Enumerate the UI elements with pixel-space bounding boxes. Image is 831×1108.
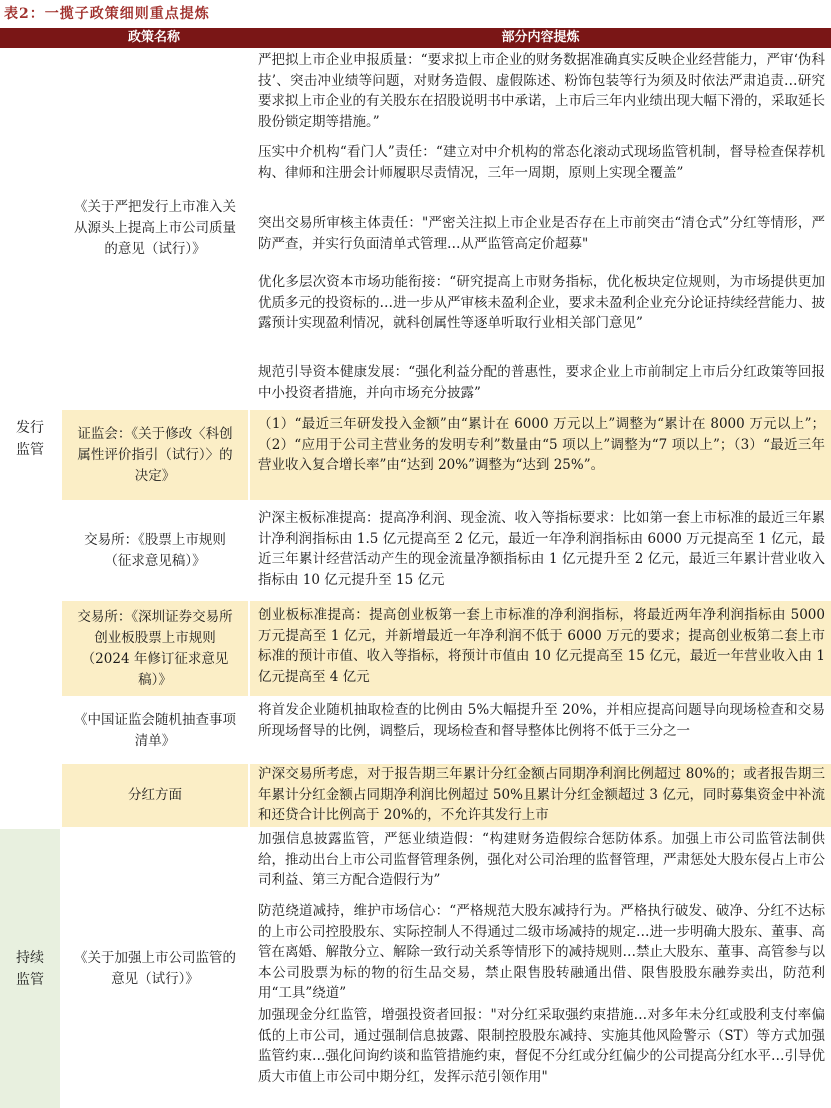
policy-name-dividend: 分红方面 xyxy=(62,764,248,827)
content-paragraph: 将首发企业随机抽取检查的比例由 5%大幅提升至 20%，并相应提高问题导向现场检查和交易所现场督导的比例，调整后，现场检查和督导整体比例将不低于三分之一 xyxy=(258,702,825,739)
content-paragraph: 突出交易所审核主体责任："严密关注拟上市企业是否存在上市前突击“清仓式”分红等情形，严防严查，并实行负面清单式管理…从严监管高定价超募" xyxy=(258,215,825,252)
content-paragraph: 优化多层次资本市场功能衔接：“研究提高上市财务指标，优化板块定位规则，为市场提供更加优质多元的投资标的…进一步从严审核未盈利企业，要求未盈利企业充分论证持续经营能力、披露预计实现盈利情况，就科创属性等逐单听取行业相关部门意见” xyxy=(258,274,825,331)
content-paragraph: 压实中介机构“看门人”责任：“建立对中介机构的常态化滚动式现场监管机制，督导检查保荐机构、律师和注册会计师履职尽责情况，三年一周期，原则上实现全覆盖” xyxy=(258,144,825,181)
category-issuance: 发行监管 xyxy=(16,419,44,458)
policy-content-issuance-quality xyxy=(250,50,831,406)
header-content: 部分内容提炼 xyxy=(501,30,580,45)
policy-content-listing-rules xyxy=(250,504,831,597)
category-ongoing: 持续监管 xyxy=(0,829,60,1108)
policy-name-sci-tech-guideline: 证监会：《关于修改〈科创属性评价指引（试行）〉的决定》 xyxy=(62,410,248,500)
policy-content-sci-tech-guideline xyxy=(250,410,831,500)
content-paragraph: 加强信息披露监管，严惩业绩造假：“构建财务造假综合惩防体系。加强上市公司监管法制供给，推动出台上市公司监督管理条例，强化对公司治理的监督管理，严肃惩处大股东侵占上市公司利益、第三方配合造假行为” xyxy=(258,831,825,888)
content-paragraph: 加强现金分红监管，增强投资者回报："对分红采取强约束措施…对多年未分红或股利支付率偏低的上市公司，通过强制信息披露、限制控股股东减持、实施其他风险警示（ST）等方式加强监管约束…强化问询约谈和监管措施约束，督促不分红或分红偏少的公司提高分红水平…引导优质大市值上市公司中期分红，发挥示范引领作用" xyxy=(258,1007,825,1085)
table-header xyxy=(0,28,831,48)
table-title: 表2：一揽子政策细则重点提炼 xyxy=(4,6,210,22)
content-paragraph: 防范绕道减持，维护市场信心：“严格规范大股东减持行为。严格执行破发、破净、分红不达标的上市公司控股股东、实际控制人不得通过二级市场减持的规定…进一步明确大股东、董事、高管在离婚、解散分立、解除一致行动关系等情形下的减持规则…禁止大股东、董事、高管参与以本公司股票为标的物的衍生品交易，禁止限售股转融通出借、限售股股东融券卖出，防范利用“工具”绕道” xyxy=(258,903,825,1001)
policy-name-chinext-rules: 交易所：《深圳证券交易所创业板股票上市规则（2024 年修订征求意见稿）》 xyxy=(62,601,248,696)
policy-name-issuance-quality: 《关于严把发行上市准入关从源头上提高上市公司质量的意见（试行）》 xyxy=(74,198,236,257)
content-paragraph: 沪深交易所考虑，对于报告期三年累计分红金额占同期净利润比例超过 80%的；或者报告期三年累计分红金额占同期净利润比例超过 50%且累计分红金额超过 3 亿元，同时募集资金中补流和还贷合计比例高于 20%的，不允许其发行上市 xyxy=(258,766,825,823)
policy-content-listed-company-supervision xyxy=(250,829,831,1108)
content-paragraph: 沪深主板标准提高：提高净利润、现金流、收入等指标要求：比如第一套上市标准的最近三年累计净利润指标由 1.5 亿元提高至 2 亿元，最近一年净利润指标由 6000 万元提高至 1 亿元，最近三年累计经营活动产生的现金流量净额指标由 1 亿元提升至 2 亿元，最近三年累计营业收入指标由 10 亿元提升至 15 亿元 xyxy=(258,510,825,588)
policy-name-listing-rules: 交易所：《股票上市规则（征求意见稿）》 xyxy=(84,531,226,569)
policy-content-dividend xyxy=(250,764,831,827)
content-paragraph: 创业板标准提高：提高创业板第一套上市标准的净利润指标，将最近两年净利润指标由 5000 万元提高至 1 亿元，并新增最近一年净利润不低于 6000 万元的要求；提高创业板第二套上市标准的预计市值、收入等指标，将预计市值由 10 亿元提高至 15 亿元，最近一年营业收入由 1 亿元提高至 4 亿元 xyxy=(258,607,825,685)
content-paragraph: （1）“最近三年研发投入金额”由“累计在 6000 万元以上”调整为“累计在 8000 万元以上”；（2）“应用于公司主营业务的发明专利”数量由“5 项以上”调整为“7 项以上”；（3）“最近三年营业收入复合增长率”由“达到 20%”调整为“达到 25%”。 xyxy=(258,416,825,473)
policy-content-random-inspection xyxy=(250,700,831,762)
content-paragraph: 规范引导资本健康发展：“强化利益分配的普惠性，要求企业上市前制定上市后分红政策等回报中小投资者措施，并向市场充分披露” xyxy=(258,364,825,401)
policy-name-random-inspection: 《中国证监会随机抽查事项清单》 xyxy=(74,712,236,749)
policy-content-chinext-rules xyxy=(250,601,831,696)
header-policy-name: 政策名称 xyxy=(127,30,180,45)
policy-name-listed-company-supervision: 《关于加强上市公司监管的意见（试行）》 xyxy=(74,949,236,987)
content-paragraph: 严把拟上市企业申报质量：“要求拟上市企业的财务数据准确真实反映企业经营能力，严审‘伪科技’、突击冲业绩等问题，对财务造假、虚假陈述、粉饰包装等行为须及时依法严肃追责…研究要求拟上市企业的有关股东在招股说明书中承诺，上市后三年内业绩出现大幅下滑的，采取延长股份锁定期等措施。” xyxy=(258,52,825,130)
